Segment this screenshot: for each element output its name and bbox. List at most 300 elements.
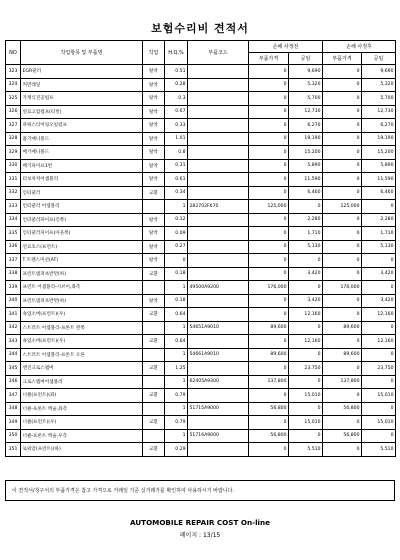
cell-part-code bbox=[188, 389, 249, 403]
cell-before-labor: 6,460 bbox=[289, 186, 323, 200]
cell-no: 336 bbox=[6, 240, 21, 254]
cell-hq: 1 bbox=[165, 281, 188, 295]
cell-item: 연료고압펌프(터빈) bbox=[21, 105, 143, 119]
cell-work: 탈착 bbox=[143, 105, 165, 119]
cell-part-code bbox=[188, 65, 249, 79]
cell-before-labor: 5,510 bbox=[289, 443, 323, 457]
cell-after-part-price: 0 bbox=[323, 335, 362, 349]
cell-item: 커먼레일 bbox=[21, 78, 143, 92]
cell-work: 교환 bbox=[143, 335, 165, 349]
cell-after-part-price: 56,800 bbox=[323, 429, 362, 443]
cell-no: 324 bbox=[6, 78, 21, 92]
cell-before-labor: 19,190 bbox=[289, 132, 323, 146]
cell-work: 탈착 bbox=[143, 92, 165, 106]
cell-after-labor: 0 bbox=[362, 402, 396, 416]
cell-after-labor: 5,890 bbox=[362, 159, 396, 173]
cell-part-code bbox=[188, 173, 249, 187]
cell-work: 탈착 bbox=[143, 173, 165, 187]
cell-item: 너클-프론트 액슬,우측 bbox=[21, 429, 143, 443]
cell-no: 335 bbox=[6, 227, 21, 241]
cell-no: 344 bbox=[6, 348, 21, 362]
cell-hq: 0.12 bbox=[165, 213, 188, 227]
cell-hq: 0.51 bbox=[165, 65, 188, 79]
cell-hq: 0.27 bbox=[165, 240, 188, 254]
cell-item: 연료호스(프런트) bbox=[21, 240, 143, 254]
table-row bbox=[6, 321, 396, 335]
cell-before-labor: 0 bbox=[289, 402, 323, 416]
cell-no: 323 bbox=[6, 65, 21, 79]
cell-hq: 0.18 bbox=[165, 294, 188, 308]
cell-item: 스트러트 어셈블리-프론트 오른 bbox=[21, 348, 143, 362]
cell-after-labor: 3,420 bbox=[362, 294, 396, 308]
footer-title: AUTOMOBILE REPAIR COST On-line bbox=[129, 518, 271, 527]
header-item: 작업항목 및 부품명 bbox=[21, 41, 143, 65]
cell-before-part-price: 0 bbox=[249, 362, 289, 376]
cell-before-labor: 0 bbox=[289, 348, 323, 362]
cell-before-part-price: 0 bbox=[249, 132, 289, 146]
table-row bbox=[6, 429, 396, 443]
cell-part-code bbox=[188, 267, 249, 281]
cell-part-code: 51715A9000 bbox=[188, 402, 249, 416]
cell-part-code bbox=[188, 186, 249, 200]
cell-after-part-price: 89,600 bbox=[323, 321, 362, 335]
cell-no: 343 bbox=[6, 335, 21, 349]
cell-part-code bbox=[188, 132, 249, 146]
cell-after-labor: 15,010 bbox=[362, 389, 396, 403]
cell-after-labor: 12,160 bbox=[362, 308, 396, 322]
cell-after-part-price: 0 bbox=[323, 146, 362, 160]
cell-work bbox=[143, 321, 165, 335]
cell-no: 347 bbox=[6, 389, 21, 403]
cell-after-labor: 1,710 bbox=[362, 227, 396, 241]
cell-hq: 0 bbox=[165, 254, 188, 268]
cell-after-part-price: 0 bbox=[323, 65, 362, 79]
cell-item: 프런트 어셈블리-시브이,좌측 bbox=[21, 281, 143, 295]
table-row bbox=[6, 254, 396, 268]
cell-part-code: 62405A9300 bbox=[188, 375, 249, 389]
cell-hq: 0.34 bbox=[165, 186, 188, 200]
cell-part-code bbox=[188, 335, 249, 349]
cell-item: 파워스티어링오일펌프 bbox=[21, 119, 143, 133]
cell-before-part-price: 0 bbox=[249, 173, 289, 187]
header-hq: H.Q,% bbox=[165, 41, 188, 65]
cell-no: 349 bbox=[6, 416, 21, 430]
cell-after-labor: 6,270 bbox=[362, 119, 396, 133]
cell-after-part-price: 0 bbox=[323, 132, 362, 146]
cell-before-part-price: 0 bbox=[249, 105, 289, 119]
cell-before-part-price: 176,000 bbox=[249, 281, 289, 295]
cell-item: 프런트범퍼초반면(하) bbox=[21, 294, 143, 308]
cell-work: 교환 bbox=[143, 308, 165, 322]
cell-before-labor: 12,160 bbox=[289, 308, 323, 322]
cell-part-code bbox=[188, 362, 249, 376]
cell-no: 338 bbox=[6, 267, 21, 281]
cell-before-part-price: 0 bbox=[249, 335, 289, 349]
cell-hq: 0.31 bbox=[165, 159, 188, 173]
cell-work: 탈착 bbox=[143, 119, 165, 133]
cell-hq: 0.79 bbox=[165, 416, 188, 430]
table-row bbox=[6, 119, 396, 133]
page-indicator: 페이지 : 13/15 bbox=[179, 532, 221, 539]
cell-after-labor: 0 bbox=[362, 348, 396, 362]
header-before-assessment: 손해 사정전 bbox=[249, 41, 323, 53]
cell-after-labor: 19,190 bbox=[362, 132, 396, 146]
cell-item: 스트러트 어셈블리-프론트 왼쪽 bbox=[21, 321, 143, 335]
cell-after-labor: 12,730 bbox=[362, 105, 396, 119]
cell-before-part-price: 0 bbox=[249, 240, 289, 254]
cell-part-code bbox=[188, 443, 249, 457]
cell-after-labor: 11,590 bbox=[362, 173, 396, 187]
cell-part-code: 49500A9200 bbox=[188, 281, 249, 295]
cell-part-code bbox=[188, 146, 249, 160]
cell-after-part-price: 0 bbox=[323, 173, 362, 187]
cell-no: 334 bbox=[6, 213, 21, 227]
cell-work bbox=[143, 348, 165, 362]
cell-before-part-price: 89,600 bbox=[249, 348, 289, 362]
table-row bbox=[6, 78, 396, 92]
cell-no: 351 bbox=[6, 443, 21, 457]
cell-before-labor: 5,700 bbox=[289, 92, 323, 106]
cell-work: 탈착 bbox=[143, 78, 165, 92]
cell-after-part-price: 0 bbox=[323, 389, 362, 403]
cell-after-labor: 15,200 bbox=[362, 146, 396, 160]
table-row bbox=[6, 65, 396, 79]
estimate-table bbox=[5, 40, 396, 457]
table-row bbox=[6, 132, 396, 146]
cell-before-part-price: 0 bbox=[249, 416, 289, 430]
cell-after-part-price: 0 bbox=[323, 105, 362, 119]
cell-before-part-price: 0 bbox=[249, 92, 289, 106]
cell-work bbox=[143, 281, 165, 295]
table-row bbox=[6, 416, 396, 430]
cell-item: 터보차저어셈블리 bbox=[21, 173, 143, 187]
cell-before-part-price: 0 bbox=[249, 308, 289, 322]
table-row bbox=[6, 240, 396, 254]
cell-work: 탈착 bbox=[143, 240, 165, 254]
cell-item: EGR쿨러 bbox=[21, 65, 143, 79]
cell-before-labor: 3,420 bbox=[289, 294, 323, 308]
cell-after-labor: 6,460 bbox=[362, 186, 396, 200]
table-row bbox=[6, 308, 396, 322]
cell-before-labor: 0 bbox=[289, 254, 323, 268]
cell-after-labor: 23,750 bbox=[362, 362, 396, 376]
cell-no: 341 bbox=[6, 308, 21, 322]
header-after-labor: 공임 bbox=[362, 53, 396, 65]
cell-work: 교환 bbox=[143, 186, 165, 200]
cell-work: 탈착 bbox=[143, 227, 165, 241]
cell-before-part-price: 89,600 bbox=[249, 321, 289, 335]
table-row bbox=[6, 173, 396, 187]
cell-work: 교환 bbox=[143, 267, 165, 281]
cell-hq: 0.29 bbox=[165, 443, 188, 457]
cell-hq: 0.8 bbox=[165, 146, 188, 160]
cell-before-labor: 23,750 bbox=[289, 362, 323, 376]
cell-before-labor: 0 bbox=[289, 429, 323, 443]
table-row bbox=[6, 375, 396, 389]
cell-after-part-price: 0 bbox=[323, 443, 362, 457]
table-row bbox=[6, 227, 396, 241]
cell-item: 인터쿨러 어셈블리 bbox=[21, 200, 143, 214]
cell-after-part-price: 0 bbox=[323, 308, 362, 322]
cell-after-part-price: 137,800 bbox=[323, 375, 362, 389]
cell-item: 너클-프론트 액슬,좌측 bbox=[21, 402, 143, 416]
cell-item: 인터쿨러 bbox=[21, 186, 143, 200]
header-work: 작업 bbox=[143, 41, 165, 65]
header-part-code: 부품코드 bbox=[188, 41, 249, 65]
cell-no: 328 bbox=[6, 132, 21, 146]
cell-after-part-price: 89,600 bbox=[323, 348, 362, 362]
cell-before-labor: 3,420 bbox=[289, 267, 323, 281]
cell-before-part-price: 56,800 bbox=[249, 429, 289, 443]
cell-before-part-price: 0 bbox=[249, 254, 289, 268]
cell-after-part-price: 0 bbox=[323, 362, 362, 376]
cell-before-part-price: 137,800 bbox=[249, 375, 289, 389]
table-row bbox=[6, 200, 396, 214]
cell-part-code bbox=[188, 254, 249, 268]
cell-before-labor: 11,590 bbox=[289, 173, 323, 187]
cell-before-labor: 5,890 bbox=[289, 159, 323, 173]
table-row bbox=[6, 294, 396, 308]
cell-before-part-price: 0 bbox=[249, 186, 289, 200]
estimate-rows bbox=[6, 65, 396, 457]
cell-hq: 0.18 bbox=[165, 267, 188, 281]
cell-hq: 0.28 bbox=[165, 78, 188, 92]
cell-item: 너클(프런트)(우) bbox=[21, 416, 143, 430]
cell-after-labor: 3,420 bbox=[362, 267, 396, 281]
cell-no: 325 bbox=[6, 92, 21, 106]
cell-no: 346 bbox=[6, 375, 21, 389]
cell-no: 337 bbox=[6, 254, 21, 268]
cell-work: 교환 bbox=[143, 443, 165, 457]
cell-after-labor: 15,010 bbox=[362, 416, 396, 430]
cell-before-part-price: 0 bbox=[249, 146, 289, 160]
cell-hq: 0.33 bbox=[165, 119, 188, 133]
cell-item: 엔진크로스멤버 bbox=[21, 362, 143, 376]
cell-item: 인터쿨러파이프(인쪽) bbox=[21, 213, 143, 227]
cell-before-part-price: 0 bbox=[249, 65, 289, 79]
cell-no: 340 bbox=[6, 294, 21, 308]
cell-item: 쇽업소버(프런트)(우) bbox=[21, 308, 143, 322]
cell-hq: 1 bbox=[165, 348, 188, 362]
cell-item: 로워암(프런트)(하) bbox=[21, 443, 143, 457]
cell-item: 가계식진공펌프 bbox=[21, 92, 143, 106]
cell-item: 너클(프런트)(좌) bbox=[21, 389, 143, 403]
table-row bbox=[6, 267, 396, 281]
cell-before-part-price: 0 bbox=[249, 267, 289, 281]
cell-work: 탈착 bbox=[143, 159, 165, 173]
cell-no: 329 bbox=[6, 146, 21, 160]
cell-after-labor: 0 bbox=[362, 321, 396, 335]
cell-before-part-price: 0 bbox=[249, 213, 289, 227]
cell-before-labor: 0 bbox=[289, 375, 323, 389]
cell-no: 332 bbox=[6, 186, 21, 200]
cell-part-code bbox=[188, 240, 249, 254]
cell-before-labor: 0 bbox=[289, 321, 323, 335]
cell-part-code bbox=[188, 105, 249, 119]
cell-after-labor: 5,700 bbox=[362, 92, 396, 106]
cell-hq: 1 bbox=[165, 429, 188, 443]
cell-hq: 1.01 bbox=[165, 132, 188, 146]
cell-part-code: 51716A9000 bbox=[188, 429, 249, 443]
cell-after-part-price: 0 bbox=[323, 213, 362, 227]
cell-before-labor: 6,270 bbox=[289, 119, 323, 133]
cell-after-part-price: 0 bbox=[323, 186, 362, 200]
cell-after-labor: 0 bbox=[362, 375, 396, 389]
table-row bbox=[6, 335, 396, 349]
cell-work: 탈착 bbox=[143, 213, 165, 227]
cell-part-code bbox=[188, 416, 249, 430]
cell-hq: 0.61 bbox=[165, 173, 188, 187]
cell-before-labor: 15,200 bbox=[289, 146, 323, 160]
table-row bbox=[6, 92, 396, 106]
cell-part-code bbox=[188, 119, 249, 133]
cell-item: 인터쿨러파이프(아웃쪽) bbox=[21, 227, 143, 241]
cell-part-code bbox=[188, 213, 249, 227]
cell-after-part-price: 0 bbox=[323, 119, 362, 133]
cell-part-code bbox=[188, 92, 249, 106]
cell-work: 탈착 bbox=[143, 294, 165, 308]
table-row bbox=[6, 362, 396, 376]
cell-hq: 0.3 bbox=[165, 92, 188, 106]
table-row bbox=[6, 105, 396, 119]
cell-no: 327 bbox=[6, 119, 21, 133]
cell-part-code bbox=[188, 159, 249, 173]
header-after-part-price: 부품가격 bbox=[323, 53, 362, 65]
cell-work: 탈착 bbox=[143, 146, 165, 160]
cell-after-labor: 0 bbox=[362, 254, 396, 268]
cell-work bbox=[143, 402, 165, 416]
cell-after-part-price: 0 bbox=[323, 78, 362, 92]
table-row bbox=[6, 348, 396, 362]
cell-work bbox=[143, 200, 165, 214]
cell-hq: 1.25 bbox=[165, 362, 188, 376]
cell-no: 339 bbox=[6, 281, 21, 295]
cell-part-code bbox=[188, 78, 249, 92]
disclaimer-note: 이 견적서/청구서의 부품가격은 참고 가격으로 거래일 기준 실거래가를 확인하여 사용하시기 바랍니다. bbox=[5, 480, 395, 501]
cell-after-labor: 5,320 bbox=[362, 78, 396, 92]
cell-before-part-price: 0 bbox=[249, 78, 289, 92]
cell-part-code bbox=[188, 294, 249, 308]
header-after-assessment: 손해 사정후 bbox=[323, 41, 396, 53]
header-before-labor: 공임 bbox=[289, 53, 323, 65]
cell-before-labor: 5,130 bbox=[289, 240, 323, 254]
cell-before-labor: 12,730 bbox=[289, 105, 323, 119]
cell-before-part-price: 0 bbox=[249, 159, 289, 173]
cell-no: 333 bbox=[6, 200, 21, 214]
cell-after-labor: 0 bbox=[362, 200, 396, 214]
cell-work: 교환 bbox=[143, 362, 165, 376]
cell-hq: 0.09 bbox=[165, 227, 188, 241]
cell-before-labor: 12,160 bbox=[289, 335, 323, 349]
cell-before-labor: 1,710 bbox=[289, 227, 323, 241]
cell-after-labor: 2,280 bbox=[362, 213, 396, 227]
cell-item: 크로스멤버어셈블리 bbox=[21, 375, 143, 389]
cell-after-labor: 0 bbox=[362, 281, 396, 295]
cell-after-part-price: 0 bbox=[323, 294, 362, 308]
cell-part-code: 54651A9010 bbox=[188, 321, 249, 335]
cell-no: 330 bbox=[6, 159, 21, 173]
table-row bbox=[6, 281, 396, 295]
header-before-part-price: 부품가격 bbox=[249, 53, 289, 65]
cell-no: 345 bbox=[6, 362, 21, 376]
table-row bbox=[6, 443, 396, 457]
cell-after-labor: 9,690 bbox=[362, 65, 396, 79]
cell-hq: 0.64 bbox=[165, 308, 188, 322]
table-row bbox=[6, 186, 396, 200]
cell-item: 프런트범퍼초반면(하) bbox=[21, 267, 143, 281]
cell-hq: 1 bbox=[165, 375, 188, 389]
cell-item: 쇽업소버(프런트)(우) bbox=[21, 335, 143, 349]
cell-part-code: 282702F670 bbox=[188, 200, 249, 214]
cell-before-labor: 0 bbox=[289, 281, 323, 295]
cell-no: 331 bbox=[6, 173, 21, 187]
cell-work: 탈착 bbox=[143, 254, 165, 268]
cell-after-part-price: 0 bbox=[323, 159, 362, 173]
cell-hq: 0.64 bbox=[165, 335, 188, 349]
cell-item: 배기매니폴드 bbox=[21, 146, 143, 160]
cell-after-labor: 5,510 bbox=[362, 443, 396, 457]
cell-part-code: 54661A9010 bbox=[188, 348, 249, 362]
cell-before-labor: 15,010 bbox=[289, 389, 323, 403]
cell-work: 교환 bbox=[143, 389, 165, 403]
cell-part-code bbox=[188, 227, 249, 241]
cell-no: 326 bbox=[6, 105, 21, 119]
cell-no: 342 bbox=[6, 321, 21, 335]
cell-before-part-price: 0 bbox=[249, 443, 289, 457]
cell-after-part-price: 0 bbox=[323, 254, 362, 268]
table-row bbox=[6, 146, 396, 160]
cell-work bbox=[143, 375, 165, 389]
cell-hq: 1 bbox=[165, 321, 188, 335]
cell-after-part-price: 56,800 bbox=[323, 402, 362, 416]
document-title: 보험수리비 견적서 bbox=[151, 22, 249, 35]
cell-before-labor: 0 bbox=[289, 200, 323, 214]
table-row bbox=[6, 213, 396, 227]
cell-before-labor: 5,320 bbox=[289, 78, 323, 92]
cell-after-part-price: 0 bbox=[323, 92, 362, 106]
header-no: NO bbox=[6, 41, 21, 65]
cell-work: 교환 bbox=[143, 416, 165, 430]
cell-before-labor: 9,690 bbox=[289, 65, 323, 79]
cell-hq: 0.67 bbox=[165, 105, 188, 119]
cell-before-part-price: 56,800 bbox=[249, 402, 289, 416]
cell-part-code bbox=[188, 308, 249, 322]
cell-before-labor: 2,280 bbox=[289, 213, 323, 227]
table-row bbox=[6, 389, 396, 403]
cell-item: T 트랜스미션(AT) bbox=[21, 254, 143, 268]
cell-before-part-price: 125,000 bbox=[249, 200, 289, 214]
cell-work: 탈착 bbox=[143, 132, 165, 146]
cell-after-labor: 12,160 bbox=[362, 335, 396, 349]
cell-after-part-price: 0 bbox=[323, 267, 362, 281]
cell-hq: 1 bbox=[165, 402, 188, 416]
cell-after-part-price: 176,000 bbox=[323, 281, 362, 295]
cell-before-part-price: 0 bbox=[249, 227, 289, 241]
cell-hq: 1 bbox=[165, 200, 188, 214]
table-row bbox=[6, 402, 396, 416]
cell-hq: 0.79 bbox=[165, 389, 188, 403]
cell-after-part-price: 0 bbox=[323, 227, 362, 241]
cell-before-part-price: 0 bbox=[249, 294, 289, 308]
cell-work bbox=[143, 429, 165, 443]
cell-before-labor: 15,010 bbox=[289, 416, 323, 430]
cell-after-part-price: 125,000 bbox=[323, 200, 362, 214]
cell-after-part-price: 0 bbox=[323, 240, 362, 254]
cell-after-part-price: 0 bbox=[323, 416, 362, 430]
cell-after-labor: 5,130 bbox=[362, 240, 396, 254]
cell-no: 348 bbox=[6, 402, 21, 416]
table-row bbox=[6, 159, 396, 173]
